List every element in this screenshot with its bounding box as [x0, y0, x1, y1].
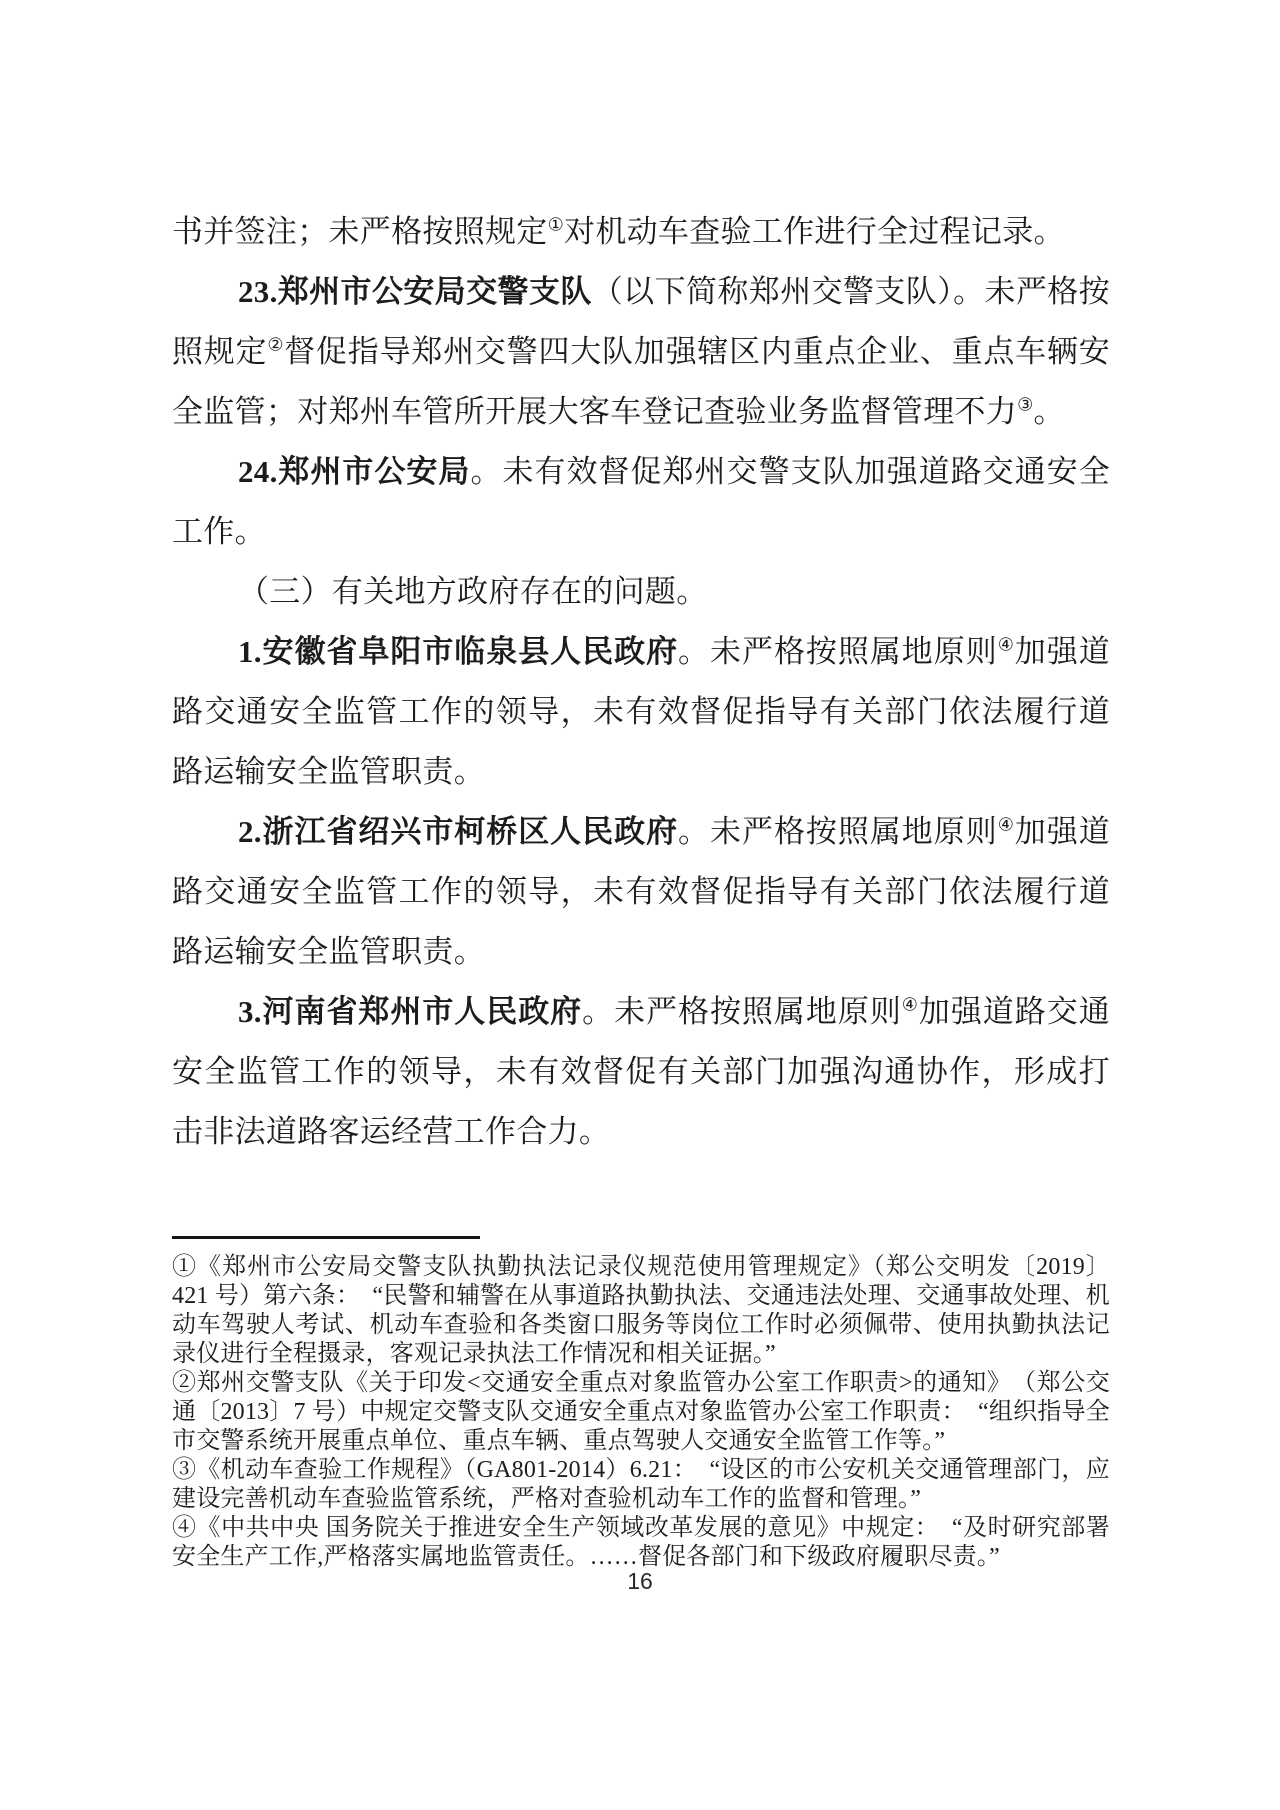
footnotes-section [172, 1236, 1110, 1572]
body-text-run: 对机动车查验工作进行全过程记录。 [564, 214, 1065, 249]
gov-2-heading: 2.浙江省绍兴市柯桥区人民政府 [238, 814, 679, 849]
report-body [172, 202, 1110, 1162]
footnote-3: ③《机动车查验工作规程》（GA801-2014）6.21： “设区的市公安机关交通管理部门，应建设完善机动车查验监管系统，严格对查验机动车工作的监督和管理。” [172, 1457, 1110, 1512]
paragraph-gov-3 [172, 982, 1110, 1162]
gov-1-heading: 1.安徽省阜阳市临泉县人民政府 [238, 634, 679, 669]
footnote-ref-1: ① [547, 214, 565, 235]
body-text-run: 书并签注；未严格按照规定 [172, 214, 548, 249]
item-24-heading: 24.郑州市公安局 [238, 454, 471, 489]
body-text-run: 加强道路交通安全监管工作的领导，未有效督促有关部门加强沟通协作，形成打击非法道路客运经营工作合力。 [172, 994, 1110, 1149]
body-text-run: 。 [1033, 394, 1065, 429]
footnote-ref-4: ④ [997, 634, 1015, 655]
section-3-heading [172, 562, 1110, 622]
gov-3-heading: 3.河南省郑州市人民政府 [238, 994, 583, 1029]
footnote-ref-4: ④ [901, 994, 919, 1015]
paragraph-gov-2 [172, 802, 1110, 982]
body-text-run: 加强道路交通安全监管工作的领导，未有效督促指导有关部门依法履行道路运输安全监管职责。 [172, 814, 1110, 969]
body-text-run: 。未严格按照属地原则 [582, 994, 902, 1029]
body-text-run: 。未严格按照属地原则 [678, 634, 998, 669]
paragraph-continuation [172, 202, 1110, 262]
body-text-run: 。未有效督促郑州交警支队加强道路交通安全工作。 [172, 454, 1111, 549]
item-23-heading: 23.郑州市公安局交警支队 [238, 274, 592, 309]
footnote-ref-3: ③ [1017, 394, 1034, 415]
body-text-run: 加强道路交通安全监管工作的领导，未有效督促指导有关部门依法履行道路运输安全监管职责。 [172, 634, 1110, 789]
page-number: 16 [627, 1568, 653, 1594]
footnote-ref-2: ② [267, 334, 285, 355]
footnote-2: ②郑州交警支队《关于印发<交通安全重点对象监管办公室工作职责>的通知》 （郑公交通〔2013〕7 号）中规定交警支队交通安全重点对象监管办公室工作职责： “组织指导全市交警系统开展重点单位、重点车辆、重点驾驶人交通安全监管工作等。” [172, 1370, 1110, 1454]
paragraph-item-23 [172, 262, 1110, 442]
body-text-run: 督促指导郑州交警四大队加强辖区内重点企业、重点车辆安全监管；对郑州车管所开展大客车登记查验业务监督管理不力 [172, 334, 1110, 429]
paragraph-item-24 [172, 442, 1110, 562]
footnote-1: ①《郑州市公安局交警支队执勤执法记录仪规范使用管理规定》（郑公交明发〔2019〕421 号）第六条： “民警和辅警在从事道路执勤执法、交通违法处理、交通事故处理、机动车驾驶人考试、机动车查验和各类窗口服务等岗位工作时必须佩带、使用执勤执法记录仪进行全程摄录，客观记录执法工作情况和相关证据。” [172, 1254, 1110, 1367]
footnote-4: ④《中共中央 国务院关于推进安全生产领域改革发展的意见》中规定： “及时研究部署安全生产工作,严格落实属地监管责任。……督促各部门和下级政府履职尽责。” [172, 1515, 1110, 1570]
footnote-ref-4: ④ [997, 814, 1015, 835]
section-title: （三）有关地方政府存在的问题。 [238, 574, 708, 609]
paragraph-gov-1 [172, 622, 1110, 802]
body-text-run: 。未严格按照属地原则 [678, 814, 998, 849]
footnote-separator [172, 1236, 480, 1239]
body-text-run: （以下简称郑州交警支队）。未严格按照规定 [172, 274, 1110, 369]
